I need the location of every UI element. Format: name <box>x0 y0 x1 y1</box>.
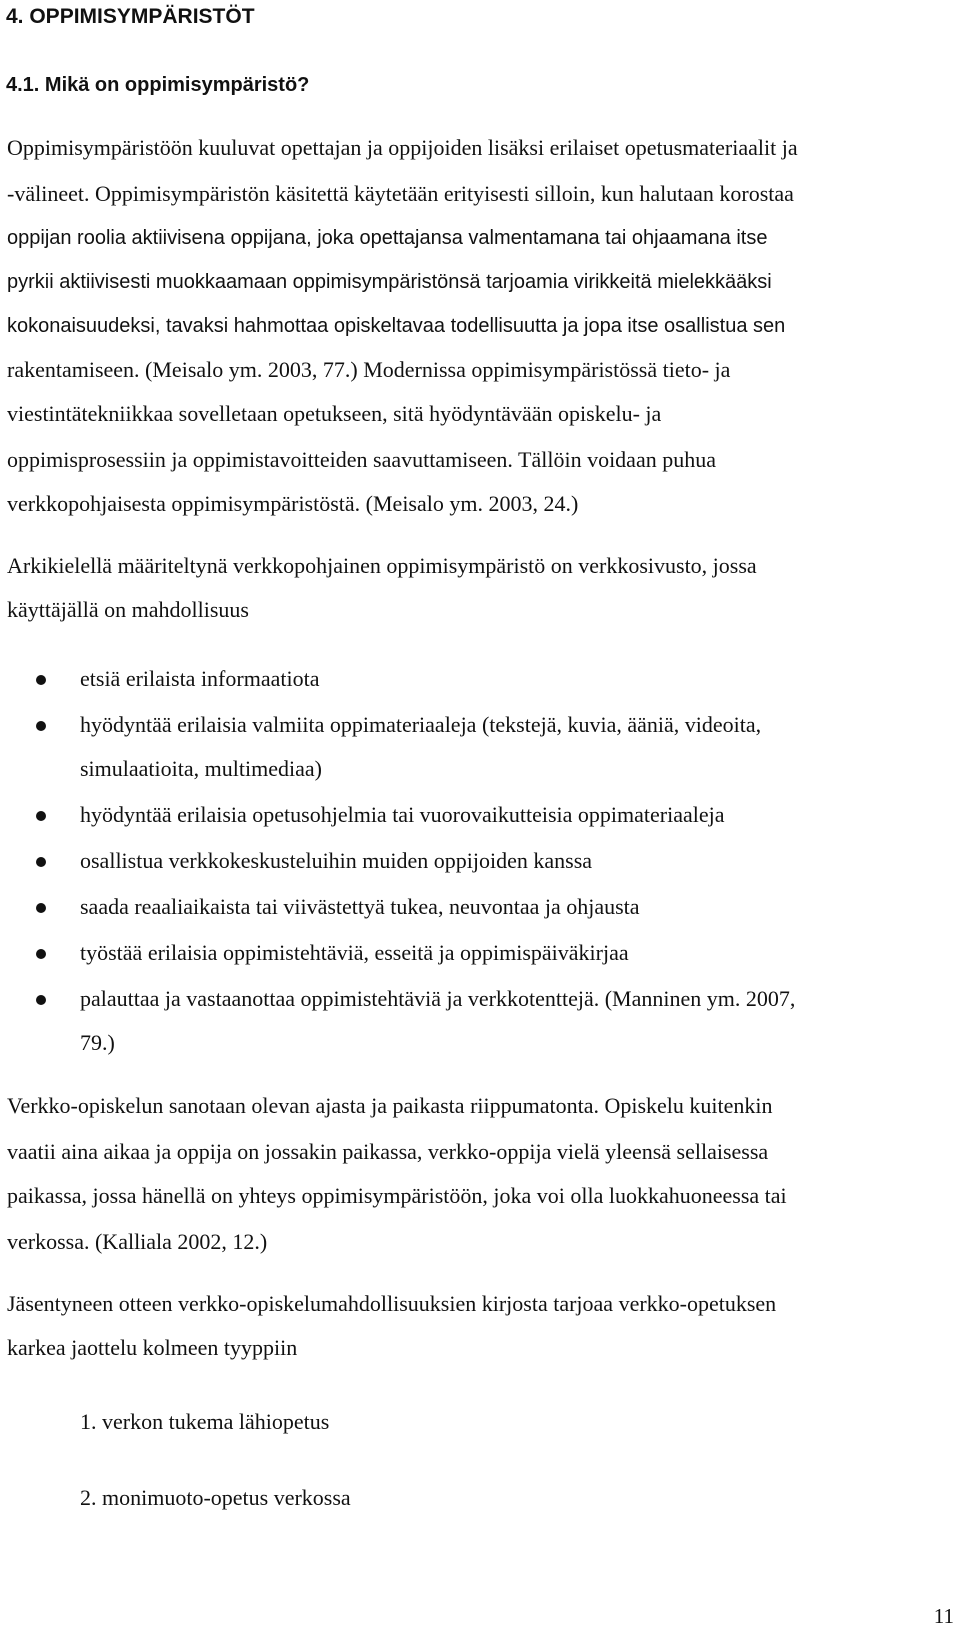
bullet-item: palauttaa ja vastaanottaa oppimistehtäviä ja verkkotenttejä. (Manninen ym. 2007, <box>80 986 796 1011</box>
bullet-item: työstää erilaisia oppimistehtäviä, esseitä ja oppimispäiväkirjaa <box>80 940 629 965</box>
paragraph-4-line: Jäsentyneen otteen verkko-opiskelumahdollisuuksien kirjosta tarjoaa verkko-opetuksen <box>7 1291 777 1316</box>
paragraph-1-line: oppijan roolia aktiivisena oppijana, joka opettajansa valmentamana tai ohjaamana itse <box>7 227 768 249</box>
paragraph-2-line: käyttäjällä on mahdollisuus <box>7 597 249 622</box>
paragraph-2-line: Arkikielellä määriteltynä verkkopohjainen oppimisympäristö on verkkosivusto, jossa <box>7 553 757 578</box>
paragraph-4-line: karkea jaottelu kolmeen tyyppiin <box>7 1335 298 1360</box>
paragraph-3-line: vaatii aina aikaa ja oppija on jossakin paikassa, verkko-oppija vielä yleensä sellaisessa <box>7 1139 769 1164</box>
bullet-dot <box>36 675 46 685</box>
page-number: 11 <box>933 1604 954 1628</box>
bullet-dot <box>36 721 46 731</box>
bullet-item: hyödyntää erilaisia opetusohjelmia tai vuorovaikutteisia oppimateriaaleja <box>80 802 725 827</box>
bullet-item: etsiä erilaista informaatiota <box>80 666 320 691</box>
paragraph-1-line: Oppimisympäristöön kuuluvat opettajan ja oppijoiden lisäksi erilaiset opetusmateriaalit ja <box>7 135 798 160</box>
paragraph-3-line: Verkko-opiskelun sanotaan olevan ajasta ja paikasta riippumatonta. Opiskelu kuitenkin <box>7 1093 773 1118</box>
paragraph-3-line: verkossa. (Kalliala 2002, 12.) <box>7 1229 268 1254</box>
paragraph-1-line: rakentamiseen. (Meisalo ym. 2003, 77.) Modernissa oppimisympäristössä tieto- ja <box>7 357 731 382</box>
paragraph-1-line: verkkopohjaisesta oppimisympäristöstä. (Meisalo ym. 2003, 24.) <box>7 491 579 516</box>
paragraph-1-line: -välineet. Oppimisympäristön käsitettä käytetään erityisesti silloin, kun halutaan korostaa <box>7 181 794 206</box>
bullet-item: hyödyntää erilaisia valmiita oppimateriaaleja (tekstejä, kuvia, ääniä, videoita, <box>80 712 762 737</box>
paragraph-1-line: kokonaisuudeksi, tavaksi hahmottaa opiskeltavaa todellisuutta ja jopa itse osallistua sen <box>7 315 786 337</box>
paragraph-1-line: oppimisprosessiin ja oppimistavoitteiden saavuttamiseen. Tällöin voidaan puhua <box>7 447 716 472</box>
numbered-item: 1. verkon tukema lähiopetus <box>80 1409 330 1434</box>
paragraph-1-line: pyrkii aktiivisesti muokkaamaan oppimisympäristönsä tarjoamia virikkeitä mielekkääksi <box>7 271 772 293</box>
chapter-heading: 4. OPPIMISYMPÄRISTÖT <box>6 5 255 28</box>
bullet-item-continuation: simulaatioita, multimediaa) <box>80 756 322 781</box>
paragraph-1-line: viestintätekniikkaa sovelletaan opetukseen, sitä hyödyntävään opiskelu- ja <box>7 401 662 426</box>
bullet-item-continuation: 79.) <box>80 1030 115 1055</box>
numbered-item: 2. monimuoto-opetus verkossa <box>80 1485 351 1510</box>
section-heading: 4.1. Mikä on oppimisympäristö? <box>6 74 310 96</box>
bullet-dot <box>36 995 46 1005</box>
paragraph-3-line: paikassa, jossa hänellä on yhteys oppimisympäristöön, joka voi olla luokkahuoneessa tai <box>7 1183 787 1208</box>
bullet-dot <box>36 857 46 867</box>
bullet-dot <box>36 811 46 821</box>
bullet-item: saada reaaliaikaista tai viivästettyä tukea, neuvontaa ja ohjausta <box>80 894 640 919</box>
bullet-dot <box>36 949 46 959</box>
bullet-item: osallistua verkkokeskusteluihin muiden oppijoiden kanssa <box>80 848 593 873</box>
bullet-dot <box>36 903 46 913</box>
